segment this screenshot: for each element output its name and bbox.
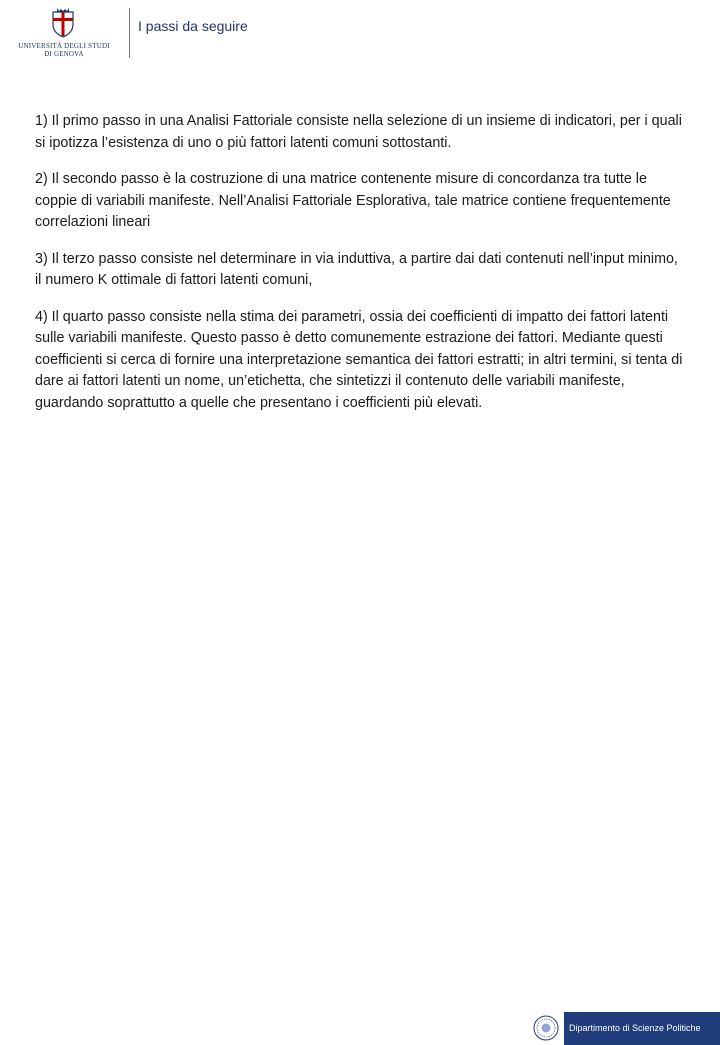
step-3-paragraph: 3) Il terzo passo consiste nel determinare in via induttiva, a partire dai dati contenuti nell’input minimo, il numero K ottimale di fattori latenti comuni, <box>35 250 678 288</box>
step-4-paragraph: 4) Il quarto passo consiste nella stima dei parametri, ossia dei coefficienti di impatto dei fattori latenti sulle variabili manifeste. Questo passo è detto comunemente estrazione dei fattori. Mediante questi coefficienti si cerca di fornire una interpretazione semantica dei fattori estratti; in altri termini, si tenta di dare ai fattori latenti un nome, un’etichetta, che sintetizzi il contenuto delle variabili manifeste, guardando soprattutto a quelle che presentano i coefficienti più elevati. <box>35 308 683 411</box>
university-name-line1: UNIVERSITÀ DEGLI STUDI <box>18 42 110 50</box>
university-logo <box>8 6 120 66</box>
step-2-paragraph: 2) Il secondo passo è la costruzione di una matrice contenente misure di concordanza tra tutte le coppie di variabili manifeste. Nell’Analisi Fattoriale Esplorativa, tale matrice contiene frequentemente correlazioni lineari <box>35 171 671 230</box>
footer <box>0 505 720 1033</box>
section-title: I passi da seguire <box>138 18 248 34</box>
department-seal-icon <box>533 1015 559 1041</box>
university-name <box>8 42 120 58</box>
content-body <box>35 111 685 429</box>
header-divider <box>129 8 130 58</box>
department-name: Dipartimento di Scienze Politiche <box>569 1023 701 1033</box>
university-crest-icon <box>48 8 78 38</box>
step-1-paragraph: 1) Il primo passo in una Analisi Fattoriale consiste nella selezione di un insieme di indicatori, per i quali si ipotizza l’esistenza di uno o più fattori latenti comuni sottostanti. <box>35 113 682 151</box>
header <box>0 0 720 70</box>
university-name-line2: DI GENOVA <box>44 50 84 58</box>
